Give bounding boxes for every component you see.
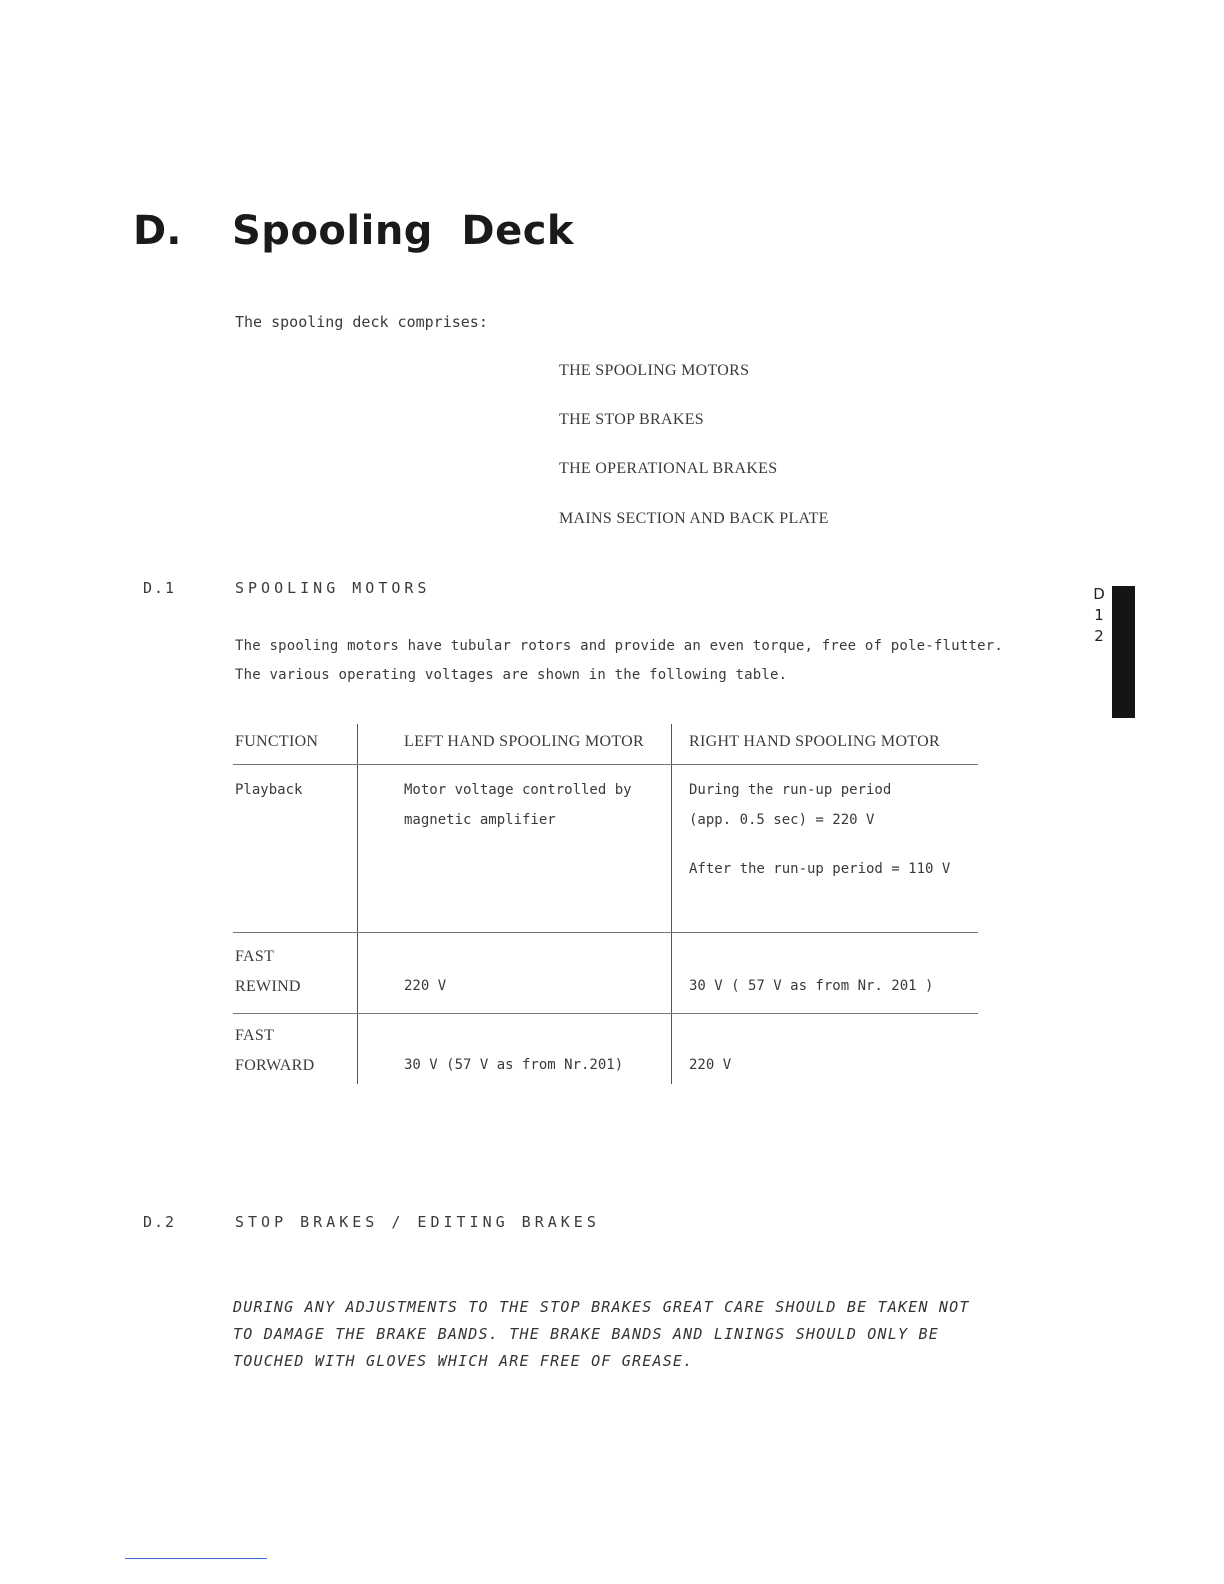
table-cell-left: 220 V xyxy=(404,978,447,994)
table-rule xyxy=(233,932,978,933)
table-cell-left: magnetic amplifier xyxy=(404,812,556,828)
section-title: SPOOLING MOTORS xyxy=(235,579,431,597)
body-text: The various operating voltages are shown in the following table. xyxy=(235,667,788,683)
component-item: THE OPERATIONAL BRAKES xyxy=(559,460,778,477)
section-number: D.1 xyxy=(143,579,177,597)
section-number: D.2 xyxy=(143,1213,177,1231)
table-cell-right: (app. 0.5 sec) = 220 V xyxy=(689,812,875,828)
side-tab-page-top: 1 xyxy=(1094,606,1104,624)
section-title: STOP BRAKES / EDITING BRAKES xyxy=(235,1213,600,1231)
table-cell-right: During the run-up period xyxy=(689,782,892,798)
table-cell-function: FAST xyxy=(235,1027,275,1044)
component-item: THE SPOOLING MOTORS xyxy=(559,362,750,379)
warning-line: DURING ANY ADJUSTMENTS TO THE STOP BRAKES GREAT CARE SHOULD BE TAKEN NOT xyxy=(233,1298,970,1316)
table-divider xyxy=(357,724,358,1084)
table-cell-left: Motor voltage controlled by xyxy=(404,782,632,798)
side-tab xyxy=(1090,584,1108,647)
table-rule xyxy=(233,764,978,765)
side-tab-bar xyxy=(1112,586,1135,718)
warning-line: TOUCHED WITH GLOVES WHICH ARE FREE OF GREASE. xyxy=(233,1352,694,1370)
table-header-left-motor: LEFT HAND SPOOLING MOTOR xyxy=(404,733,644,750)
table-cell-function: Playback xyxy=(235,782,303,798)
warning-line: TO DAMAGE THE BRAKE BANDS. THE BRAKE BANDS AND LININGS SHOULD ONLY BE xyxy=(233,1325,939,1343)
component-item: MAINS SECTION AND BACK PLATE xyxy=(559,510,829,527)
table-cell-function: FAST xyxy=(235,948,275,965)
chapter-letter: D. xyxy=(133,208,182,254)
table-cell-right: 30 V ( 57 V as from Nr. 201 ) xyxy=(689,978,934,994)
table-divider xyxy=(671,724,672,1084)
table-cell-function: FORWARD xyxy=(235,1057,315,1074)
table-header-function: FUNCTION xyxy=(235,733,319,750)
intro-text: The spooling deck comprises: xyxy=(235,313,488,331)
table-cell-left: 30 V (57 V as from Nr.201) xyxy=(404,1057,624,1073)
table-rule xyxy=(233,1013,978,1014)
footnote-rule xyxy=(125,1558,267,1559)
chapter-title: Spooling Deck xyxy=(232,208,575,254)
table-cell-function: REWIND xyxy=(235,978,301,995)
table-header-right-motor: RIGHT HAND SPOOLING MOTOR xyxy=(689,733,940,750)
side-tab-page-bottom: 2 xyxy=(1094,627,1104,645)
table-cell-right: After the run-up period = 110 V xyxy=(689,861,951,877)
body-text: The spooling motors have tubular rotors and provide an even torque, free of pole-flutter. xyxy=(235,638,1003,654)
voltage-table xyxy=(233,724,993,1084)
side-tab-letter: D xyxy=(1093,585,1105,603)
warning-text xyxy=(233,1294,970,1375)
table-cell-right: 220 V xyxy=(689,1057,732,1073)
component-item: THE STOP BRAKES xyxy=(559,411,704,428)
